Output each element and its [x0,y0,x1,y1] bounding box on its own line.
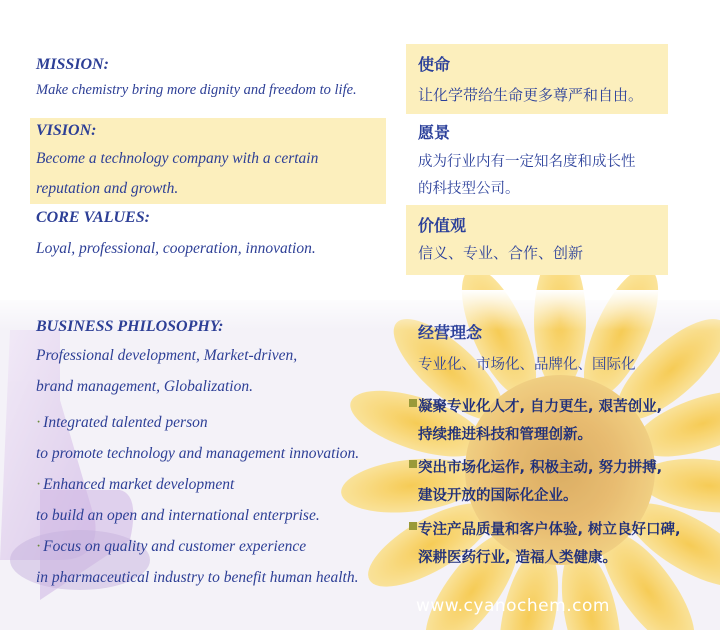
core-values-heading-zh: 价值观 [418,216,467,235]
philosophy-bullet-2-zh: 突出市场化运作, 积极主动, 努力拼搏, [418,460,663,476]
philosophy-bullet-3-cont-en: in pharmaceutical industry to benefit human health. [36,569,359,586]
bullet-marker: · [36,538,42,555]
bullet-square-icon [409,460,417,468]
business-philosophy-intro-2-en: brand management, Globalization. [36,378,253,395]
bullet-square-icon [409,522,417,530]
business-philosophy-heading-en: BUSINESS PHILOSOPHY: [36,318,224,335]
vision-heading-zh: 愿景 [418,123,451,142]
core-values-text-en: Loyal, professional, cooperation, innovation. [36,240,316,257]
philosophy-bullet-1-cont-en: to promote technology and management innovation. [36,445,360,462]
philosophy-bullet-1-cont-zh: 持续推进科技和管理创新。 [418,427,592,443]
philosophy-bullet-3-zh: 专注产品质量和客户体验, 树立良好口碑, [418,522,681,538]
philosophy-bullet-2-en [36,476,234,494]
bullet-marker: · [36,414,42,431]
bullet-marker: · [36,476,42,493]
bullet-2-first-en: Enhanced market development [43,476,235,493]
philosophy-bullet-3-cont-zh: 深耕医药行业, 造福人类健康。 [418,550,618,566]
vision-line-1-en: Become a technology company with a certain [36,150,319,167]
bullet-square-icon [409,399,417,407]
core-values-heading-en: CORE VALUES: [36,209,150,226]
philosophy-bullet-1-en [36,414,208,432]
bullet-3-first-en: Focus on quality and customer experience [43,538,307,555]
mission-text-en: Make chemistry bring more dignity and freedom to life. [36,82,357,98]
mission-heading-en: MISSION: [36,56,109,73]
website-url[interactable]: www.cyanochem.com [416,596,610,616]
mission-text-zh: 让化学带给生命更多尊严和自由。 [418,86,644,104]
core-values-text-zh: 信义、专业、合作、创新 [418,244,584,262]
mission-heading-zh: 使命 [418,55,451,74]
philosophy-bullet-1-zh: 凝聚专业化人才, 自力更生, 艰苦创业, [418,399,663,415]
vision-line-1-zh: 成为行业内有一定知名度和成长性 [418,154,636,170]
vision-line-2-en: reputation and growth. [36,180,179,197]
business-philosophy-heading-zh: 经营理念 [418,323,483,342]
business-philosophy-intro-zh: 专业化、市场化、品牌化、国际化 [418,357,636,373]
philosophy-bullet-3-en [36,538,306,556]
philosophy-bullet-2-cont-en: to build an open and international enterprise. [36,507,320,524]
business-philosophy-intro-1-en: Professional development, Market-driven, [36,347,298,364]
philosophy-bullet-2-cont-zh: 建设开放的国际化企业。 [418,488,578,504]
bullet-1-first-en: Integrated talented person [43,414,208,431]
vision-line-2-zh: 的科技型公司。 [418,181,520,197]
vision-heading-en: VISION: [36,122,97,139]
